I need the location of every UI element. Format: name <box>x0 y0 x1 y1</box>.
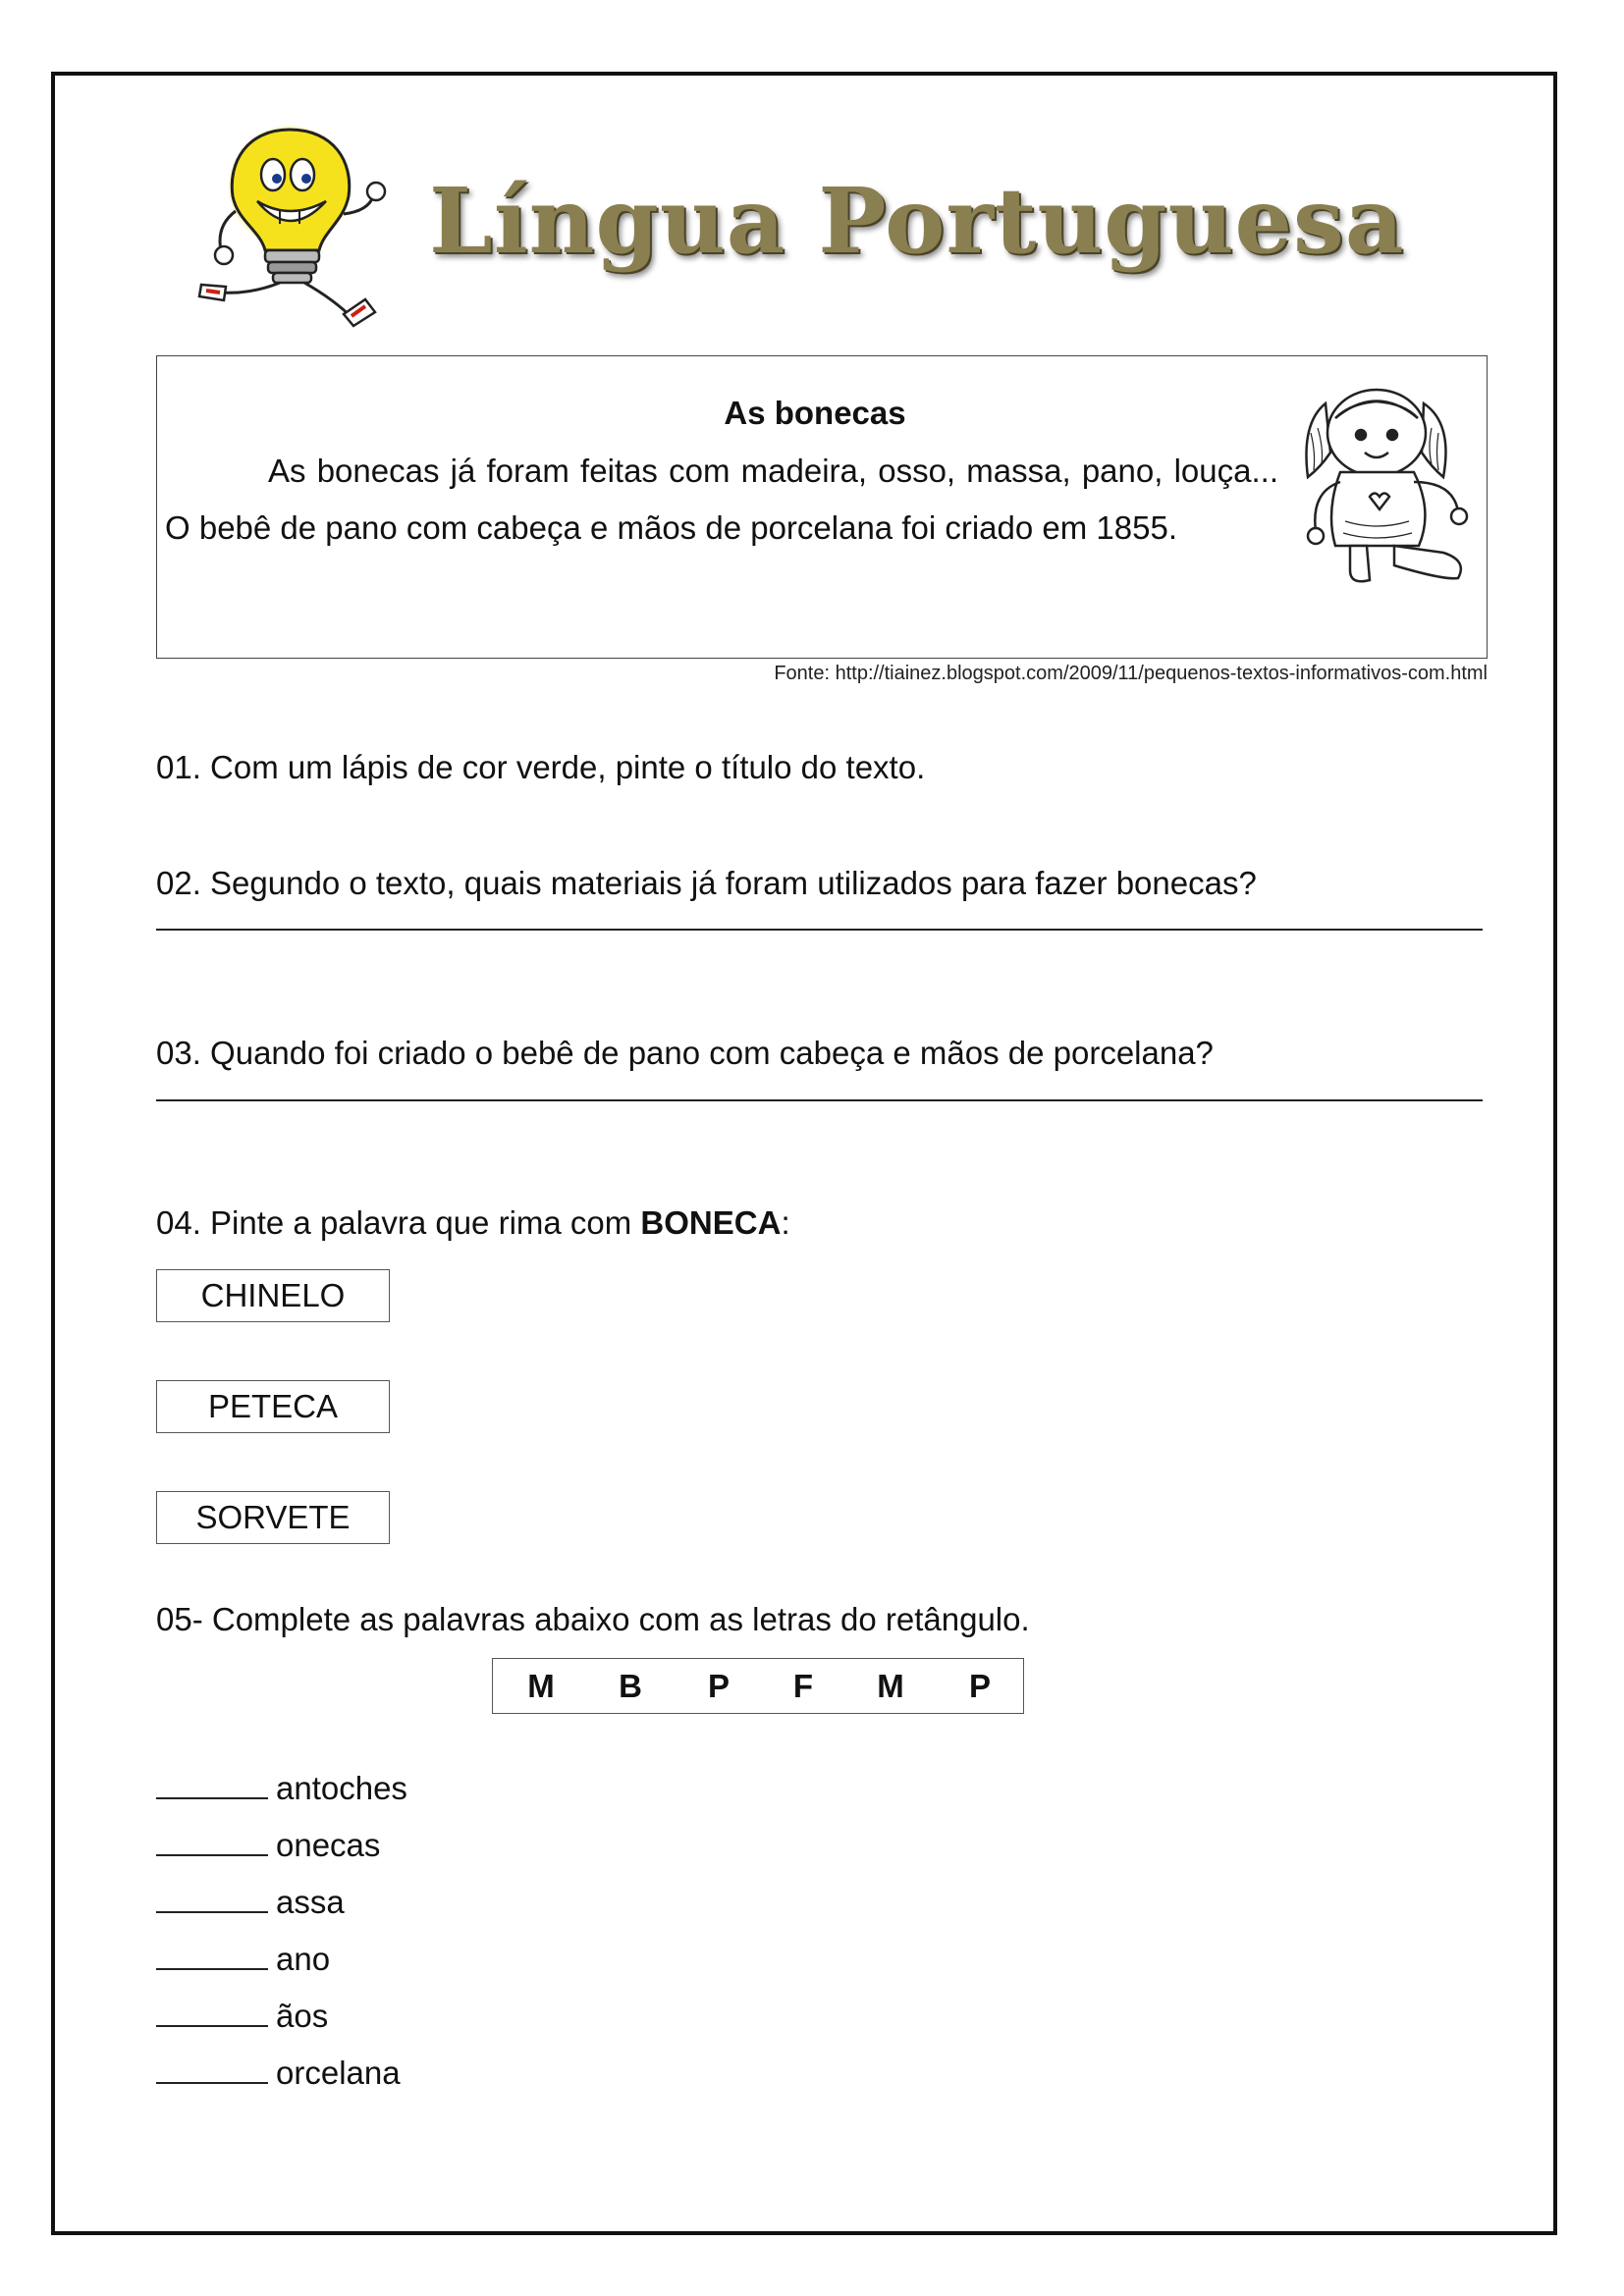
question-4-colon: : <box>781 1204 790 1241</box>
reading-text-box <box>156 355 1488 659</box>
question-5: 05- Complete as palavras abaixo com as letras do retângulo. <box>156 1601 1030 1637</box>
word-fragment-4: ano <box>276 1941 331 1977</box>
blank-4[interactable] <box>156 1939 268 1970</box>
letter-1: M <box>527 1668 555 1704</box>
letter-3: P <box>707 1668 730 1704</box>
fill-word-5 <box>156 1996 328 2036</box>
word-fragment-5: ãos <box>276 1998 329 2034</box>
reading-body-text: As bonecas já foram feitas com madeira, osso, massa, pano, louça... O bebê de pano com cabeça e mãos de porcelana foi criado em 1855. <box>165 453 1278 546</box>
rag-doll-icon <box>1296 384 1478 590</box>
question-3: 03. Quando foi criado o bebê de pano com cabeça e mãos de porcelana? <box>156 1035 1214 1071</box>
blank-1[interactable] <box>156 1768 268 1799</box>
fill-word-1 <box>156 1768 407 1808</box>
blank-2[interactable] <box>156 1825 268 1856</box>
fill-word-2 <box>156 1825 380 1865</box>
letters-rectangle <box>492 1658 1024 1714</box>
question-4-target-word: BONECA <box>640 1204 782 1241</box>
answer-line-3[interactable] <box>156 1099 1483 1101</box>
question-4-text: 04. Pinte a palavra que rima com <box>156 1204 641 1241</box>
fill-word-6 <box>156 2053 401 2093</box>
word-fragment-6: orcelana <box>276 2055 401 2091</box>
letter-5: M <box>877 1668 904 1704</box>
running-lightbulb-icon <box>196 118 403 329</box>
option-sorvete[interactable]: SORVETE <box>156 1491 390 1544</box>
reading-title: As bonecas <box>724 395 906 431</box>
page-title: Língua Portuguesa <box>429 168 1405 274</box>
question-1: 01. Com um lápis de cor verde, pinte o título do texto. <box>156 749 926 785</box>
blank-3[interactable] <box>156 1882 268 1913</box>
reading-body <box>165 443 1278 557</box>
question-2: 02. Segundo o texto, quais materiais já foram utilizados para fazer bonecas? <box>156 865 1257 901</box>
letter-2: B <box>619 1668 642 1704</box>
word-fragment-2: onecas <box>276 1827 381 1863</box>
option-peteca[interactable]: PETECA <box>156 1380 390 1433</box>
blank-5[interactable] <box>156 1996 268 2027</box>
letter-4: F <box>792 1668 814 1704</box>
source-citation: Fonte: http://tiainez.blogspot.com/2009/11/pequenos-textos-informativos-com.html <box>774 663 1488 684</box>
fill-word-3 <box>156 1882 345 1922</box>
letter-6: P <box>968 1668 991 1704</box>
word-fragment-1: antoches <box>276 1770 407 1806</box>
blank-6[interactable] <box>156 2053 268 2084</box>
fill-word-4 <box>156 1939 330 1979</box>
question-4 <box>156 1203 790 1243</box>
word-fragment-3: assa <box>276 1884 345 1920</box>
option-chinelo[interactable]: CHINELO <box>156 1269 390 1322</box>
answer-line-2[interactable] <box>156 929 1483 931</box>
